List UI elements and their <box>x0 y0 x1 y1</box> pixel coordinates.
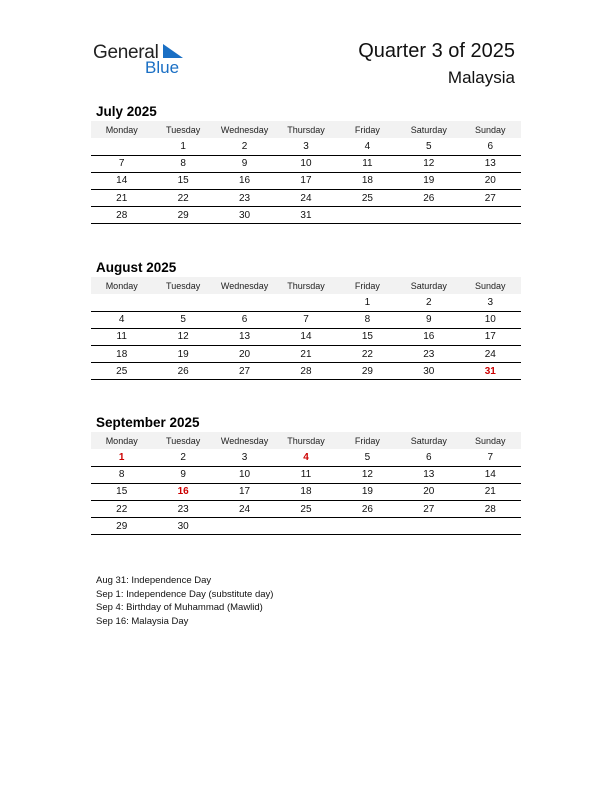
day-cell: 3 <box>214 449 275 466</box>
day-cell: 27 <box>214 363 275 380</box>
day-cell: 11 <box>275 466 336 483</box>
weekday-header: Thursday <box>275 432 336 449</box>
day-cell: 10 <box>275 155 336 172</box>
day-cell: 26 <box>398 190 459 207</box>
day-cell: 5 <box>337 449 398 466</box>
weekday-header: Monday <box>91 121 152 138</box>
day-cell: 24 <box>460 346 521 363</box>
day-cell: 28 <box>460 501 521 518</box>
week-row <box>91 363 521 380</box>
month-calendar <box>91 414 521 535</box>
week-row <box>91 311 521 328</box>
weekday-header: Tuesday <box>152 277 213 294</box>
empty-day-cell <box>398 207 459 224</box>
holiday-note: Aug 31: Independence Day <box>96 575 212 586</box>
day-cell: 4 <box>337 138 398 155</box>
day-cell: 17 <box>214 483 275 500</box>
day-cell: 4 <box>275 449 336 466</box>
day-cell: 23 <box>398 346 459 363</box>
day-cell: 22 <box>337 346 398 363</box>
weekday-header: Monday <box>91 277 152 294</box>
month-calendar <box>91 103 521 224</box>
day-cell: 30 <box>214 207 275 224</box>
day-cell: 24 <box>214 501 275 518</box>
week-row <box>91 483 521 500</box>
day-cell: 6 <box>214 311 275 328</box>
day-cell: 15 <box>152 172 213 189</box>
day-cell: 9 <box>398 311 459 328</box>
day-cell: 15 <box>91 483 152 500</box>
empty-day-cell <box>91 138 152 155</box>
day-cell: 13 <box>460 155 521 172</box>
day-cell: 26 <box>337 501 398 518</box>
empty-day-cell <box>337 207 398 224</box>
week-row <box>91 155 521 172</box>
calendar-table <box>91 121 521 224</box>
day-cell: 7 <box>460 449 521 466</box>
day-cell: 8 <box>152 155 213 172</box>
week-row <box>91 449 521 466</box>
week-row <box>91 466 521 483</box>
day-cell: 12 <box>398 155 459 172</box>
empty-day-cell <box>275 518 336 535</box>
calendar-table <box>91 432 521 535</box>
day-cell: 25 <box>337 190 398 207</box>
day-cell: 25 <box>275 501 336 518</box>
day-cell: 1 <box>337 294 398 311</box>
weekday-header: Wednesday <box>214 121 275 138</box>
day-cell: 10 <box>214 466 275 483</box>
day-cell: 22 <box>152 190 213 207</box>
day-cell: 20 <box>214 346 275 363</box>
day-cell: 18 <box>275 483 336 500</box>
day-cell: 21 <box>275 346 336 363</box>
weekday-header: Sunday <box>460 432 521 449</box>
day-cell: 1 <box>91 449 152 466</box>
day-cell: 28 <box>275 363 336 380</box>
day-cell: 1 <box>152 138 213 155</box>
day-cell: 14 <box>91 172 152 189</box>
weekday-header: Friday <box>337 432 398 449</box>
day-cell: 4 <box>91 311 152 328</box>
day-cell: 11 <box>337 155 398 172</box>
weekday-header: Sunday <box>460 121 521 138</box>
empty-day-cell <box>460 518 521 535</box>
day-cell: 16 <box>214 172 275 189</box>
day-cell: 15 <box>337 328 398 345</box>
logo-word-general: General <box>93 42 159 63</box>
day-cell: 14 <box>275 328 336 345</box>
weekday-header: Wednesday <box>214 277 275 294</box>
week-row <box>91 501 521 518</box>
weekday-header: Saturday <box>398 277 459 294</box>
weekday-header-row <box>91 121 521 138</box>
day-cell: 19 <box>337 483 398 500</box>
holiday-note: Sep 1: Independence Day (substitute day) <box>96 588 274 600</box>
day-cell: 29 <box>337 363 398 380</box>
day-cell: 6 <box>460 138 521 155</box>
empty-day-cell <box>152 294 213 311</box>
weekday-header: Tuesday <box>152 432 213 449</box>
day-cell: 31 <box>275 207 336 224</box>
day-cell: 5 <box>152 311 213 328</box>
logo-word-blue: Blue <box>145 58 180 77</box>
logo-triangle-icon <box>163 44 183 58</box>
day-cell: 2 <box>398 294 459 311</box>
day-cell: 13 <box>398 466 459 483</box>
day-cell: 21 <box>460 483 521 500</box>
week-row <box>91 346 521 363</box>
holiday-notes <box>96 574 273 629</box>
empty-day-cell <box>398 518 459 535</box>
day-cell: 28 <box>91 207 152 224</box>
month-title: August 2025 <box>96 260 177 275</box>
week-row <box>91 294 521 311</box>
day-cell: 13 <box>214 328 275 345</box>
day-cell: 2 <box>152 449 213 466</box>
week-row <box>91 207 521 224</box>
day-cell: 17 <box>275 172 336 189</box>
empty-day-cell <box>337 518 398 535</box>
day-cell: 3 <box>460 294 521 311</box>
day-cell: 5 <box>398 138 459 155</box>
day-cell: 6 <box>398 449 459 466</box>
empty-day-cell <box>460 207 521 224</box>
weekday-header: Saturday <box>398 432 459 449</box>
day-cell: 17 <box>460 328 521 345</box>
holiday-note: Sep 16: Malaysia Day <box>96 616 189 628</box>
month-calendar <box>91 259 521 380</box>
day-cell: 31 <box>460 363 521 380</box>
day-cell: 8 <box>337 311 398 328</box>
week-row <box>91 328 521 345</box>
weekday-header: Tuesday <box>152 121 213 138</box>
empty-day-cell <box>91 294 152 311</box>
empty-day-cell <box>214 294 275 311</box>
holiday-note: Sep 4: Birthday of Muhammad (Mawlid) <box>96 602 263 614</box>
day-cell: 16 <box>152 483 213 500</box>
day-cell: 21 <box>91 190 152 207</box>
day-cell: 27 <box>398 501 459 518</box>
day-cell: 18 <box>91 346 152 363</box>
day-cell: 19 <box>398 172 459 189</box>
weekday-header: Thursday <box>275 277 336 294</box>
day-cell: 27 <box>460 190 521 207</box>
month-title: July 2025 <box>96 104 157 119</box>
weekday-header: Friday <box>337 277 398 294</box>
day-cell: 3 <box>275 138 336 155</box>
day-cell: 20 <box>460 172 521 189</box>
day-cell: 20 <box>398 483 459 500</box>
day-cell: 26 <box>152 363 213 380</box>
weekday-header: Saturday <box>398 121 459 138</box>
day-cell: 11 <box>91 328 152 345</box>
week-row <box>91 172 521 189</box>
logo <box>93 40 193 80</box>
day-cell: 9 <box>152 466 213 483</box>
day-cell: 30 <box>398 363 459 380</box>
day-cell: 9 <box>214 155 275 172</box>
day-cell: 29 <box>152 207 213 224</box>
week-row <box>91 138 521 155</box>
empty-day-cell <box>275 294 336 311</box>
day-cell: 14 <box>460 466 521 483</box>
calendar-table <box>91 277 521 380</box>
weekday-header: Wednesday <box>214 432 275 449</box>
month-title: September 2025 <box>96 415 200 430</box>
day-cell: 24 <box>275 190 336 207</box>
weekday-header: Thursday <box>275 121 336 138</box>
country-name: Malaysia <box>447 68 515 87</box>
weekday-header-row <box>91 432 521 449</box>
day-cell: 12 <box>337 466 398 483</box>
week-row <box>91 190 521 207</box>
day-cell: 2 <box>214 138 275 155</box>
day-cell: 8 <box>91 466 152 483</box>
day-cell: 23 <box>214 190 275 207</box>
weekday-header: Monday <box>91 432 152 449</box>
day-cell: 10 <box>460 311 521 328</box>
weekday-header: Friday <box>337 121 398 138</box>
weekday-header: Sunday <box>460 277 521 294</box>
page-title: Quarter 3 of 2025 <box>358 40 515 62</box>
week-row <box>91 518 521 535</box>
day-cell: 7 <box>91 155 152 172</box>
day-cell: 29 <box>91 518 152 535</box>
day-cell: 16 <box>398 328 459 345</box>
day-cell: 25 <box>91 363 152 380</box>
day-cell: 12 <box>152 328 213 345</box>
day-cell: 18 <box>337 172 398 189</box>
day-cell: 22 <box>91 501 152 518</box>
day-cell: 23 <box>152 501 213 518</box>
day-cell: 19 <box>152 346 213 363</box>
day-cell: 30 <box>152 518 213 535</box>
empty-day-cell <box>214 518 275 535</box>
weekday-header-row <box>91 277 521 294</box>
day-cell: 7 <box>275 311 336 328</box>
